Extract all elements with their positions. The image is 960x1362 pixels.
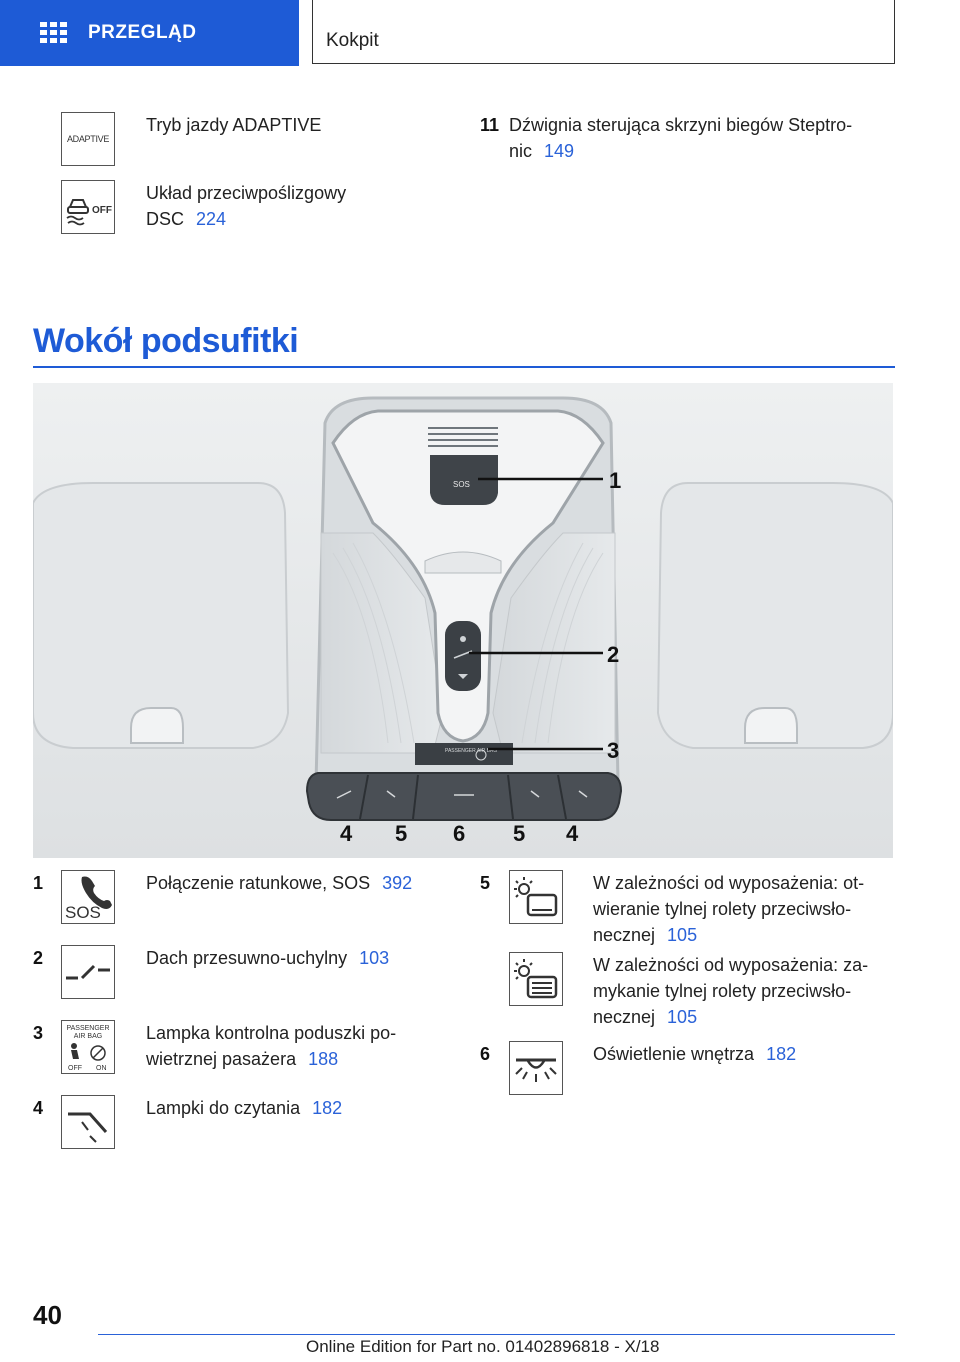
chapter-title: Kokpit bbox=[326, 30, 379, 51]
item-5-number: 5 bbox=[480, 873, 491, 893]
airbag-page-link[interactable]: 188 bbox=[308, 1049, 339, 1069]
svg-text:1: 1 bbox=[609, 468, 622, 493]
svg-text:SOS: SOS bbox=[65, 903, 101, 922]
svg-text:PASSENGER: PASSENGER bbox=[66, 1025, 110, 1032]
overhead-console-photo bbox=[33, 383, 893, 858]
dsc-text: Układ przeciwpoślizgowy DSC 224 bbox=[146, 183, 347, 229]
reading-lights-text: Lampki do czytania 182 bbox=[146, 1098, 343, 1118]
svg-text:ON: ON bbox=[96, 1065, 107, 1072]
section-title: Wokół podsufitki bbox=[33, 322, 299, 360]
reading-light-icon bbox=[61, 1095, 115, 1149]
svg-text:OFF: OFF bbox=[68, 1065, 82, 1072]
steptronic-page-link[interactable]: 149 bbox=[544, 141, 575, 161]
item-3-number: 3 bbox=[33, 1023, 44, 1043]
svg-text:AIR BAG: AIR BAG bbox=[73, 1033, 103, 1040]
rear-blind-close-page-link[interactable]: 105 bbox=[667, 1007, 698, 1027]
page-number: 40 bbox=[33, 1300, 62, 1330]
section-divider bbox=[33, 366, 895, 368]
airbag-lamp-text: Lampka kontrolna poduszki po- wietrznej pasażera 188 bbox=[146, 1023, 397, 1069]
sos-page-link[interactable]: 392 bbox=[382, 873, 413, 893]
svg-text:6: 6 bbox=[453, 821, 466, 846]
svg-text:2: 2 bbox=[607, 642, 620, 667]
overview-nav-button[interactable] bbox=[0, 0, 299, 66]
item-11-number: 11 bbox=[480, 115, 500, 135]
sunroof-page-link[interactable]: 103 bbox=[359, 948, 390, 968]
dsc-off-icon bbox=[61, 180, 115, 234]
passenger-airbag-icon bbox=[61, 1020, 115, 1074]
svg-text:5: 5 bbox=[395, 821, 408, 846]
svg-text:5: 5 bbox=[513, 821, 526, 846]
sos-text: Połączenie ratunkowe, SOS 392 bbox=[146, 873, 413, 893]
item-4-number: 4 bbox=[33, 1098, 44, 1118]
rear-blind-close-text: W zależności od wyposażenia: za- mykanie tylnej rolety przeciwsło- necznej 105 bbox=[593, 955, 869, 1027]
svg-text:4: 4 bbox=[340, 821, 353, 846]
sunroof-icon bbox=[61, 945, 115, 999]
rear-blind-open-page-link[interactable]: 105 bbox=[667, 925, 698, 945]
rear-blind-open-text: W zależności od wyposażenia: ot- wieranie tylnej rolety przeciwsło- necznej 105 bbox=[593, 873, 865, 945]
item-1-number: 1 bbox=[33, 873, 44, 893]
svg-text:PASSENGER AIR BAG: PASSENGER AIR BAG bbox=[445, 748, 498, 754]
item-6-number: 6 bbox=[480, 1044, 491, 1064]
sunroof-text: Dach przesuwno-uchylny 103 bbox=[146, 948, 390, 968]
interior-light-text: Oświetlenie wnętrza 182 bbox=[593, 1044, 797, 1064]
steptronic-text: Dźwignia sterująca skrzyni biegów Steptro- nic 149 bbox=[509, 115, 853, 161]
sos-icon bbox=[61, 870, 115, 924]
adaptive-mode-icon: ADAPTIVE bbox=[61, 112, 115, 166]
item-2-number: 2 bbox=[33, 948, 44, 968]
svg-text:3: 3 bbox=[607, 738, 620, 763]
svg-text:4: 4 bbox=[566, 821, 579, 846]
rear-blind-close-icon bbox=[509, 952, 563, 1006]
svg-text:SOS: SOS bbox=[453, 480, 470, 489]
chapter-header bbox=[312, 0, 895, 64]
rear-blind-open-icon bbox=[509, 870, 563, 924]
reading-lights-page-link[interactable]: 182 bbox=[312, 1098, 343, 1118]
edition-footer: Online Edition for Part no. 01402896818 - X/18 bbox=[306, 1337, 660, 1356]
interior-light-icon bbox=[509, 1041, 563, 1095]
dsc-page-link[interactable]: 224 bbox=[196, 209, 227, 229]
nav-label: PRZEGLĄD bbox=[88, 22, 197, 43]
interior-light-page-link[interactable]: 182 bbox=[766, 1044, 797, 1064]
grid-menu-icon bbox=[40, 22, 68, 44]
adaptive-mode-text: Tryb jazdy ADAPTIVE bbox=[146, 115, 322, 135]
svg-text:OFF: OFF bbox=[92, 205, 112, 216]
footer-divider bbox=[98, 1334, 895, 1335]
